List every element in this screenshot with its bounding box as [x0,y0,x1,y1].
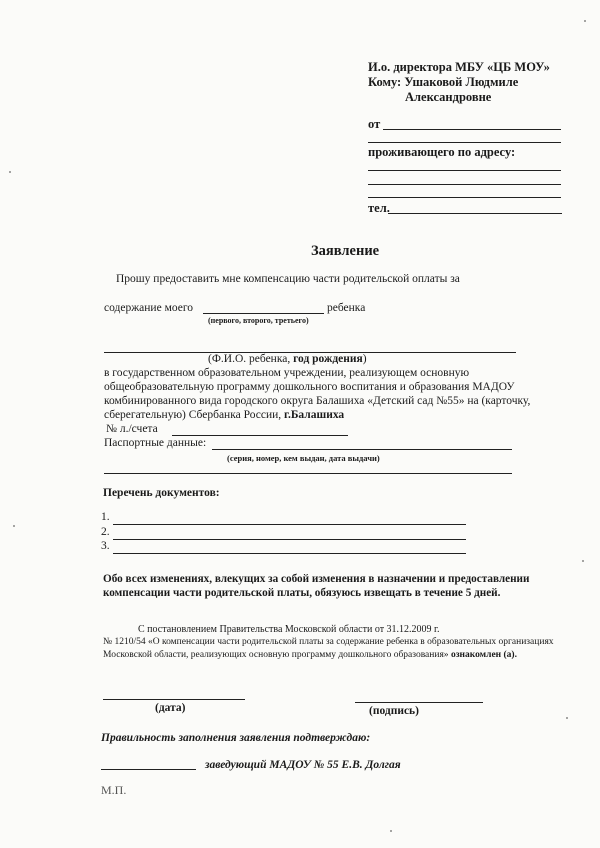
resolution-line-2: № 1210/54 «О компенсации части родительской платы за содержание ребенка в образовательных организациях [103,637,554,647]
document-item-3-number: 3. [101,540,110,552]
document-item-1-line[interactable] [113,524,466,525]
document-title: Заявление [311,243,380,259]
address-line-2[interactable] [368,184,561,185]
scan-speck [13,525,15,527]
addressee-name: Александровне [405,90,492,104]
paragraph-line-3: комбинированного вида городского округа Балашиха «Детский сад №55» на (карточку, [104,395,531,407]
stamp-label: М.П. [101,783,127,797]
scan-speck [390,830,392,832]
request-text: Прошу предоставить мне компенсацию части родительской оплаты за [116,273,460,285]
passport-field-line-2[interactable] [104,473,512,474]
head-signature-line[interactable] [101,769,196,770]
date-field-line[interactable] [103,699,245,700]
passport-hint: (серия, номер, кем выдан, дата выдачи) [227,453,380,463]
account-label: № л./счета [106,423,158,435]
date-label: (дата) [155,702,186,714]
scan-speck [582,560,584,562]
child-order-hint: (первого, второго, третьего) [208,316,309,325]
signature-label: (подпись) [369,705,419,717]
scan-speck [9,171,11,173]
signature-field-line[interactable] [355,702,483,703]
maintenance-prefix: содержание моего [104,302,194,314]
scan-speck [566,717,568,719]
from-field-line-2[interactable] [368,142,561,143]
phone-label: тел. [368,201,390,215]
addressee-line: Кому: Ушаковой Людмиле [368,75,519,89]
notice-line-1: Обо всех изменениях, влекущих за собой изменения в назначении и предоставлении [103,573,530,585]
notice-line-2: компенсации части родительской платы, обязуюсь извещать в течение 5 дней. [103,587,501,599]
document-item-1-number: 1. [101,511,110,523]
account-field-line[interactable] [172,435,348,436]
document-item-2-number: 2. [101,526,110,538]
maintenance-suffix: ребенка [327,302,366,314]
paragraph-line-1: в государственном образовательном учреждении, реализующем основную [104,367,470,379]
address-label: проживающего по адресу: [368,145,516,159]
phone-field-line[interactable] [388,213,562,214]
resolution-line-3: Московской области, реализующих основную программу дошкольного образования» ознакомлен (а). [103,650,517,660]
from-field-line[interactable] [383,129,561,130]
passport-label: Паспортные данные: [104,437,207,449]
child-order-field-line[interactable] [203,313,324,314]
child-name-hint: (Ф.И.О. ребенка, год рождения) [208,353,367,365]
document-item-3-line[interactable] [113,553,466,554]
address-line-1[interactable] [368,170,561,171]
paragraph-line-2: общеобразовательную программу дошкольного воспитания и образования МАДОУ [104,381,515,393]
document-item-2-line[interactable] [113,539,466,540]
from-label: от [368,117,381,131]
head-name: заведующий МАДОУ № 55 Е.В. Долгая [205,759,401,771]
paragraph-line-4: сберегательную) Сбербанка России, г.Балашиха [104,409,345,421]
address-line-3[interactable] [368,197,561,198]
director-title: И.о. директора МБУ «ЦБ МОУ» [368,60,550,74]
confirmation-text: Правильность заполнения заявления подтверждаю: [101,732,371,744]
documents-heading: Перечень документов: [103,487,220,499]
passport-field-line[interactable] [212,449,512,450]
scan-speck [584,20,586,22]
resolution-line-1: С постановлением Правительства Московской области от 31.12.2009 г. [138,624,440,635]
